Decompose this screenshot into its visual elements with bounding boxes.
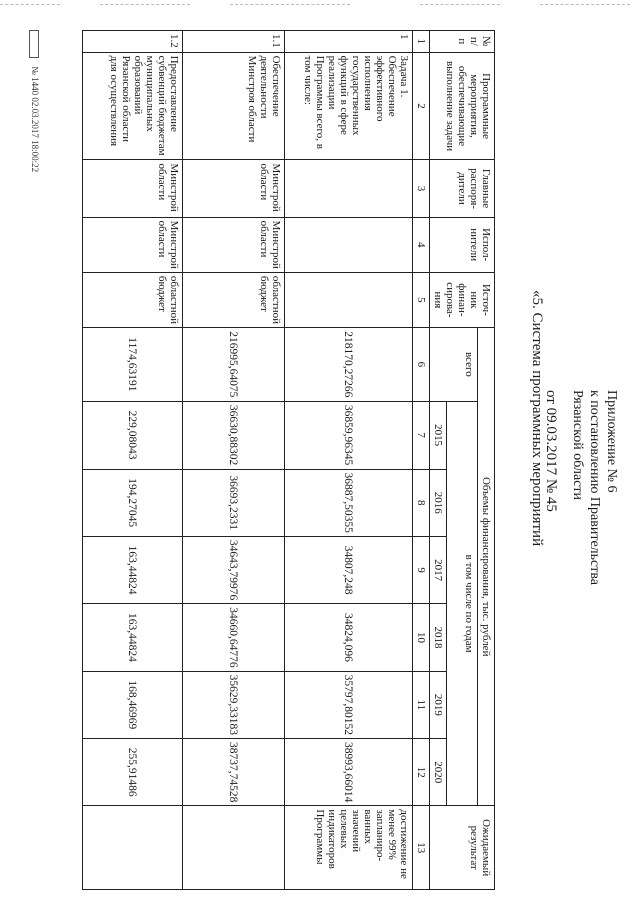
header-year: 2019 [430,671,447,738]
row-manager: Минстрой области [183,160,285,217]
row-value: 163,44824 [83,536,183,603]
column-number: 4 [413,217,430,272]
row-total: 1174,63191 [83,328,183,402]
column-number: 13 [413,806,430,890]
header-by-year: в том числе по годам [447,401,478,806]
row-event: Обеспечение деятельности Минстроя области [183,52,285,160]
table-row [285,31,413,890]
footer-text: № 1440 02.03.2017 18:00:22 [30,66,40,173]
row-executor: Минстрой области [183,217,285,272]
row-value: 35797,80152 [285,671,413,738]
row-value: 35629,33183 [183,671,285,738]
appendix-line: Рязанской области [570,390,585,501]
column-number: 2 [413,52,430,160]
appendix-line: Приложение № 6 [604,390,619,493]
table-row [83,31,183,890]
document-footer [29,30,40,172]
row-value: 168,46969 [83,671,183,738]
column-number: 5 [413,272,430,327]
row-event: Задача 1. Обеспечение эффективного исполнения государственных функций в сфере реализации Программы всего, в том числе: [285,52,413,160]
barcode-icon [29,30,39,58]
column-number: 7 [413,401,430,469]
column-number: 6 [413,328,430,402]
column-number: 10 [413,604,430,671]
row-value: 34643,79976 [183,536,285,603]
row-event: Предоставление субвенций бюджетам муниципальных образований Рязанской области для осуществления [83,52,183,160]
row-value: 163,44824 [83,604,183,671]
row-num: 1 [285,31,413,53]
column-number: 3 [413,160,430,217]
row-num: 1.2 [83,31,183,53]
header-num: № п/п [430,31,495,53]
row-value: 36693,2331 [183,469,285,536]
row-value: 194,27045 [83,469,183,536]
section-title: «5. Система программных мероприятий [529,290,545,547]
header-year: 2016 [430,469,447,536]
header-events: Программные мероприятия, обеспечивающие выполнение задачи [430,52,495,160]
row-value: 34807,248 [285,536,413,603]
row-value: 36887,50355 [285,469,413,536]
column-number-row [413,31,430,890]
row-value: 38993,66014 [285,739,413,806]
row-value: 229,08043 [83,401,183,469]
row-value: 38737,74528 [183,739,285,806]
column-number: 8 [413,469,430,536]
header-total: всего [430,328,478,402]
program-events-table [82,30,495,890]
header-row [478,31,495,890]
row-manager: Минстрой области [83,160,183,217]
row-source: областной бюджет [83,272,183,327]
header-year: 2018 [430,604,447,671]
appendix-date: от 09.03.2017 № 45 [543,390,559,512]
appendix-header [542,390,620,650]
row-value: 34824,096 [285,604,413,671]
column-number: 11 [413,671,430,738]
row-value: 34660,64776 [183,604,285,671]
column-number: 12 [413,739,430,806]
row-executor [285,217,413,272]
table-row [183,31,285,890]
column-number: 1 [413,31,430,53]
row-value: 36859,96345 [285,401,413,469]
header-executors: Испол-нители [430,217,495,272]
row-manager [285,160,413,217]
row-total: 218170,27266 [285,328,413,402]
header-year: 2020 [430,739,447,806]
row-executor: Минстрой области [83,217,183,272]
row-result [183,806,285,890]
row-num: 1.1 [183,31,285,53]
header-year: 2015 [430,401,447,469]
header-year: 2017 [430,536,447,603]
row-result: достижение не менее 99% запланиро-ванных значений целевых индикаторов Программы [285,806,413,890]
row-source: областной бюджет [183,272,285,327]
row-value: 36630,88302 [183,401,285,469]
header-managers: Главные распоря-дители [430,160,495,217]
column-number: 9 [413,536,430,603]
row-value: 255,91486 [83,739,183,806]
header-source: Источ-ник финан-сирова-ния [430,272,495,327]
row-total: 216995,64075 [183,328,285,402]
header-funding: Объемы финансирования, тыс. рублей [478,328,495,806]
header-result: Ожидаемый результат [430,806,495,890]
row-source [285,272,413,327]
appendix-line: к постановлению Правительства [587,390,602,586]
row-result [83,806,183,890]
